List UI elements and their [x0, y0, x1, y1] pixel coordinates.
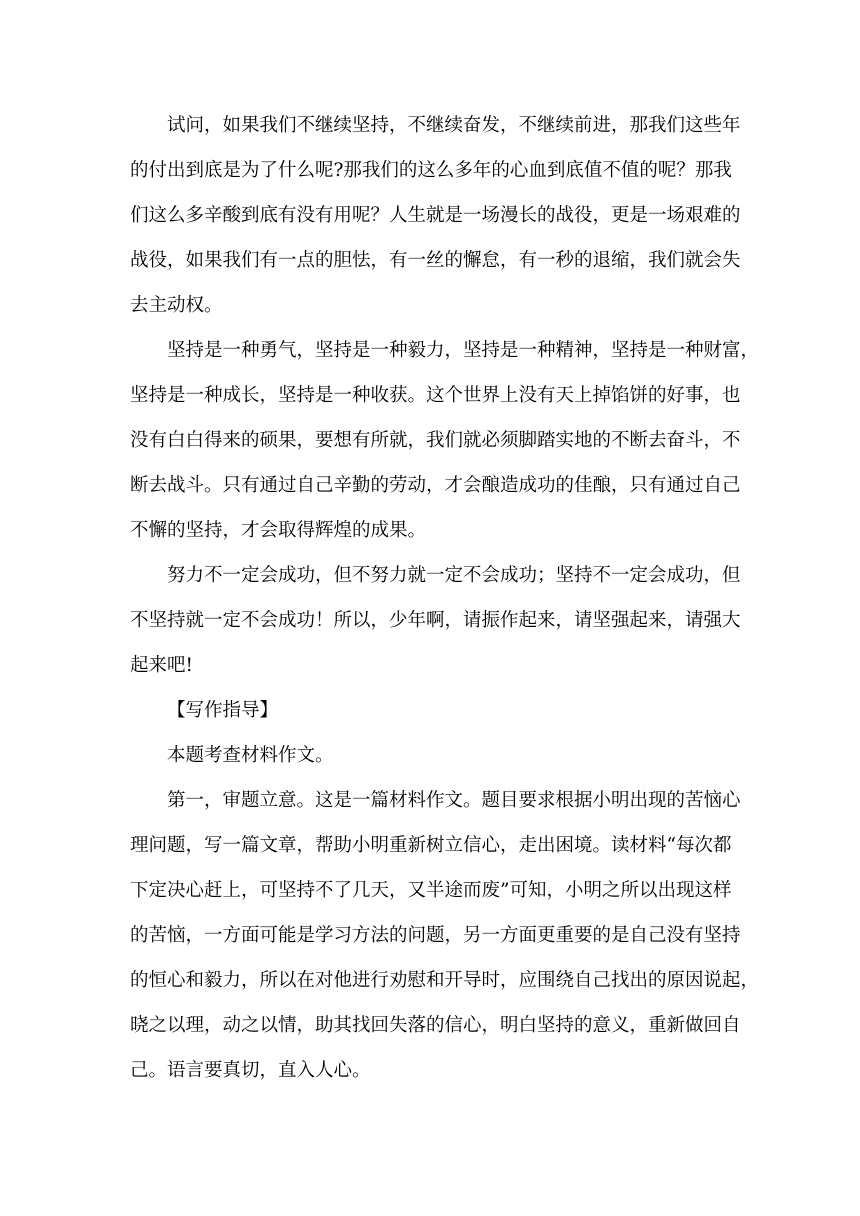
paragraph-3-line-1: 努力不一定会成功，但不努力就一定不会成功；坚持不一定会成功，但 — [167, 565, 741, 586]
paragraph-1-line-3: 们这么多辛酸到底有没有用呢？人生就是一场漫长的战役，更是一场艰难的 — [130, 205, 741, 226]
paragraph-2-line-3: 没有白白得来的硕果，要想有所就，我们就必须脚踏实地的不断去奋斗，不 — [130, 430, 741, 451]
paragraph-6-line-4: 的苦恼，一方面可能是学习方法的问题，另一方面更重要的是自己没有坚持 — [130, 925, 741, 946]
paragraph-2-line-4: 断去战斗。只有通过自己辛勤的劳动，才会酿造成功的佳酿，只有通过自己 — [130, 475, 741, 496]
paragraph-5-line-1: 本题考查材料作文。 — [167, 745, 334, 766]
paragraph-6-line-1: 第一，审题立意。这是一篇材料作文。题目要求根据小明出现的苦恼心 — [167, 790, 741, 811]
paragraph-3-line-3: 起来吧! — [130, 655, 193, 676]
writing-guidance-heading: 【写作指导】 — [167, 700, 279, 721]
paragraph-6-line-6: 晓之以理，动之以情，助其找回失落的信心，明白坚持的意义，重新做回自 — [130, 1015, 741, 1036]
paragraph-2-line-5: 不懈的坚持，才会取得辉煌的成果。 — [130, 520, 427, 541]
paragraph-6-line-7: 己。语言要真切，直入人心。 — [130, 1060, 371, 1081]
paragraph-3-line-2: 不坚持就一定不会成功！所以，少年啊，请振作起来，请坚强起来，请强大 — [130, 610, 741, 631]
paragraph-2-line-1: 坚持是一种勇气，坚持是一种毅力，坚持是一种精神，坚持是一种财富， — [167, 340, 760, 361]
paragraph-6-line-3: 下定决心赶上，可坚持不了几天，又半途而废”可知，小明之所以出现这样 — [130, 880, 732, 901]
paragraph-1-line-2: 的付出到底是为了什么呢?那我们的这么多年的心血到底值不值的呢？那我 — [130, 160, 732, 181]
paragraph-1-line-5: 去主动权。 — [130, 295, 223, 316]
paragraph-2-line-2: 坚持是一种成长，坚持是一种收获。这个世界上没有天上掉馅饼的好事，也 — [130, 385, 741, 406]
paragraph-6-line-5: 的恒心和毅力，所以在对他进行劝慰和开导时，应围绕自己找出的原因说起， — [130, 970, 760, 991]
paragraph-6-line-2: 理问题，写一篇文章，帮助小明重新树立信心，走出困境。读材料“每次都 — [130, 835, 732, 856]
paragraph-1-line-4: 战役，如果我们有一点的胆怯，有一丝的懈怠，有一秒的退缩，我们就会失 — [130, 250, 741, 271]
paragraph-1-line-1: 试问，如果我们不继续坚持，不继续奋发，不继续前进，那我们这些年 — [167, 115, 741, 136]
